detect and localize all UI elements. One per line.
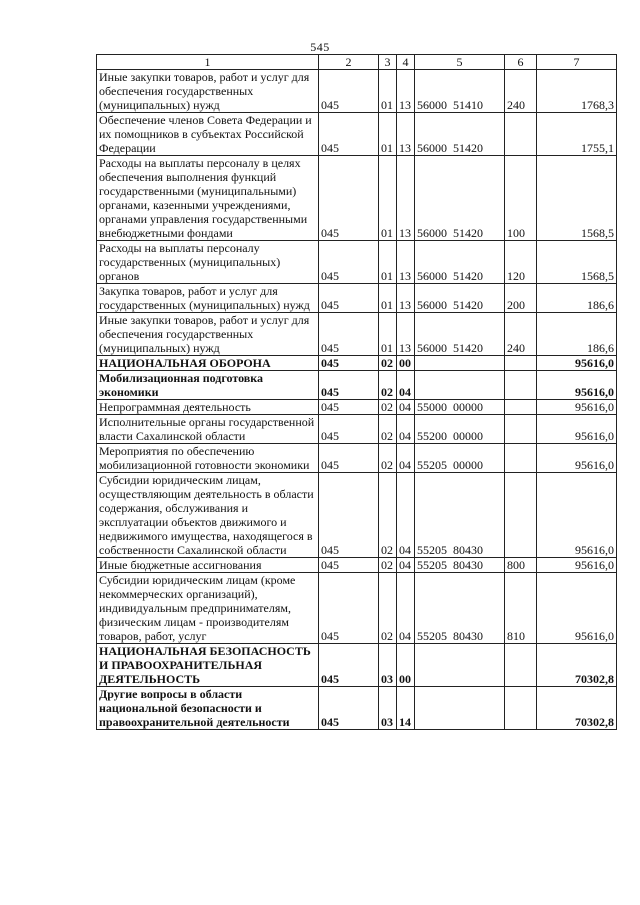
column-header: 5 [415,55,505,70]
row-section-code: 03 [379,644,397,687]
target-code-part-b: 51420 [453,341,483,355]
target-code-part-a: 56000 [417,98,447,112]
row-admin-code: 045 [319,573,379,644]
row-subsection-code: 04 [397,473,415,558]
table-row [97,241,617,284]
row-admin-code: 045 [319,371,379,400]
row-target-code [415,371,505,400]
table-row [97,644,617,687]
page-number: 545 [310,40,330,54]
row-name: Исполнительные органы государственной власти Сахалинской области [97,415,319,444]
row-target-code [415,284,505,313]
row-amount: 70302,8 [537,644,617,687]
column-header: 7 [537,55,617,70]
table-row [97,415,617,444]
row-name: Иные бюджетные ассигнования [97,558,319,573]
row-section-code: 02 [379,415,397,444]
table-row [97,444,617,473]
row-admin-code: 045 [319,473,379,558]
table-row [97,70,617,113]
row-admin-code: 045 [319,687,379,730]
row-amount: 95616,0 [537,444,617,473]
row-target-code [415,415,505,444]
row-name: Обеспечение членов Совета Федерации и их помощников в субъектах Российской Федерации [97,113,319,156]
row-admin-code: 045 [319,415,379,444]
budget-table [96,54,617,730]
row-subsection-code: 04 [397,415,415,444]
row-expense-type [505,371,537,400]
row-target-code [415,473,505,558]
row-name: Расходы на выплаты персоналу государственных (муниципальных) органов [97,241,319,284]
target-code-part-b: 51420 [453,141,483,155]
row-name: Мероприятия по обеспечению мобилизационной готовности экономики [97,444,319,473]
row-admin-code: 045 [319,356,379,371]
row-name: Расходы на выплаты персоналу в целях обеспечения выполнения функций государственными (муниципальными) органами, казенными учреждениями, органами управления государственными внебюджетными фондами [97,156,319,241]
target-code-part-b: 51420 [453,269,483,283]
table-header-row [97,55,617,70]
row-expense-type [505,644,537,687]
row-admin-code: 045 [319,558,379,573]
row-expense-type: 800 [505,558,537,573]
row-name: Иные закупки товаров, работ и услуг для обеспечения государственных (муниципальных) нужд [97,313,319,356]
row-expense-type [505,473,537,558]
target-code-part-a: 56000 [417,141,447,155]
target-code-part-a: 55205 [417,543,447,557]
target-code-part-b: 51420 [453,226,483,240]
target-code-part-a: 56000 [417,341,447,355]
row-admin-code: 045 [319,444,379,473]
table-row [97,356,617,371]
row-amount: 95616,0 [537,573,617,644]
row-expense-type [505,400,537,415]
table-row [97,371,617,400]
target-code-part-b: 80430 [453,629,483,643]
row-name: Субсидии юридическим лицам (кроме некоммерческих организаций), индивидуальным предпринимателям, физическим лицам - производителям товаров, работ, услуг [97,573,319,644]
target-code-part-b: 00000 [453,400,483,414]
row-section-code: 02 [379,400,397,415]
row-target-code [415,444,505,473]
row-name: Непрограммная деятельность [97,400,319,415]
target-code-part-a: 55205 [417,458,447,472]
row-section-code: 01 [379,156,397,241]
row-subsection-code: 04 [397,573,415,644]
row-target-code [415,687,505,730]
row-amount: 1568,5 [537,156,617,241]
row-subsection-code: 14 [397,687,415,730]
row-expense-type [505,687,537,730]
row-subsection-code: 00 [397,356,415,371]
target-code-part-b: 80430 [453,558,483,572]
row-section-code: 01 [379,70,397,113]
row-target-code [415,558,505,573]
row-section-code: 02 [379,371,397,400]
row-amount: 95616,0 [537,415,617,444]
row-subsection-code: 13 [397,156,415,241]
row-target-code [415,113,505,156]
target-code-part-a: 56000 [417,226,447,240]
column-header: 1 [97,55,319,70]
table-row [97,156,617,241]
row-amount: 95616,0 [537,473,617,558]
row-target-code [415,356,505,371]
row-name: НАЦИОНАЛЬНАЯ ОБОРОНА [97,356,319,371]
row-admin-code: 045 [319,284,379,313]
target-code-part-b: 51420 [453,298,483,312]
target-code-part-a: 55000 [417,400,447,414]
row-expense-type: 100 [505,156,537,241]
row-name: Субсидии юридическим лицам, осуществляющим деятельность в области содержания, обслуживания и эксплуатации объектов движимого и недвижимого имущества, находящегося в собственности Сахалинской области [97,473,319,558]
row-section-code: 03 [379,687,397,730]
row-section-code: 01 [379,241,397,284]
row-section-code: 02 [379,473,397,558]
row-target-code [415,70,505,113]
row-target-code [415,644,505,687]
row-amount: 1768,3 [537,70,617,113]
target-code-part-a: 56000 [417,269,447,283]
row-section-code: 02 [379,558,397,573]
row-target-code [415,400,505,415]
column-header: 2 [319,55,379,70]
table-row [97,558,617,573]
row-target-code [415,156,505,241]
table-row [97,473,617,558]
row-amount: 1568,5 [537,241,617,284]
target-code-part-a: 55205 [417,558,447,572]
row-name: Иные закупки товаров, работ и услуг для обеспечения государственных (муниципальных) нужд [97,70,319,113]
table-row [97,113,617,156]
row-target-code [415,313,505,356]
row-section-code: 01 [379,284,397,313]
row-section-code: 02 [379,573,397,644]
row-expense-type: 120 [505,241,537,284]
row-subsection-code: 13 [397,284,415,313]
row-subsection-code: 13 [397,241,415,284]
row-target-code [415,573,505,644]
row-admin-code: 045 [319,113,379,156]
target-code-part-a: 55200 [417,429,447,443]
row-subsection-code: 04 [397,371,415,400]
row-amount: 70302,8 [537,687,617,730]
row-subsection-code: 00 [397,644,415,687]
column-header: 6 [505,55,537,70]
row-amount: 1755,1 [537,113,617,156]
row-admin-code: 045 [319,156,379,241]
row-amount: 186,6 [537,284,617,313]
row-subsection-code: 04 [397,558,415,573]
row-subsection-code: 13 [397,113,415,156]
row-section-code: 02 [379,444,397,473]
row-name: Другие вопросы в области национальной безопасности и правоохранительной деятельности [97,687,319,730]
row-section-code: 02 [379,356,397,371]
table-row [97,687,617,730]
column-header: 3 [379,55,397,70]
row-subsection-code: 04 [397,400,415,415]
row-subsection-code: 04 [397,444,415,473]
target-code-part-a: 56000 [417,298,447,312]
row-name: НАЦИОНАЛЬНАЯ БЕЗОПАСНОСТЬ И ПРАВООХРАНИТЕЛЬНАЯ ДЕЯТЕЛЬНОСТЬ [97,644,319,687]
row-expense-type [505,444,537,473]
target-code-part-b: 00000 [453,458,483,472]
row-amount: 95616,0 [537,356,617,371]
row-amount: 95616,0 [537,558,617,573]
row-section-code: 01 [379,313,397,356]
table-row [97,284,617,313]
target-code-part-b: 00000 [453,429,483,443]
table-row [97,313,617,356]
row-subsection-code: 13 [397,313,415,356]
row-admin-code: 045 [319,241,379,284]
table-row [97,573,617,644]
row-admin-code: 045 [319,400,379,415]
row-amount: 95616,0 [537,371,617,400]
row-target-code [415,241,505,284]
row-expense-type: 810 [505,573,537,644]
row-expense-type [505,356,537,371]
row-name: Закупка товаров, работ и услуг для государственных (муниципальных) нужд [97,284,319,313]
row-expense-type [505,113,537,156]
row-expense-type: 240 [505,313,537,356]
row-expense-type: 240 [505,70,537,113]
row-subsection-code: 13 [397,70,415,113]
row-amount: 186,6 [537,313,617,356]
row-expense-type [505,415,537,444]
row-admin-code: 045 [319,313,379,356]
row-admin-code: 045 [319,70,379,113]
table-row [97,400,617,415]
row-section-code: 01 [379,113,397,156]
target-code-part-a: 55205 [417,629,447,643]
row-admin-code: 045 [319,644,379,687]
row-expense-type: 200 [505,284,537,313]
target-code-part-b: 51410 [453,98,483,112]
row-amount: 95616,0 [537,400,617,415]
target-code-part-b: 80430 [453,543,483,557]
column-header: 4 [397,55,415,70]
row-name: Мобилизационная подготовка экономики [97,371,319,400]
